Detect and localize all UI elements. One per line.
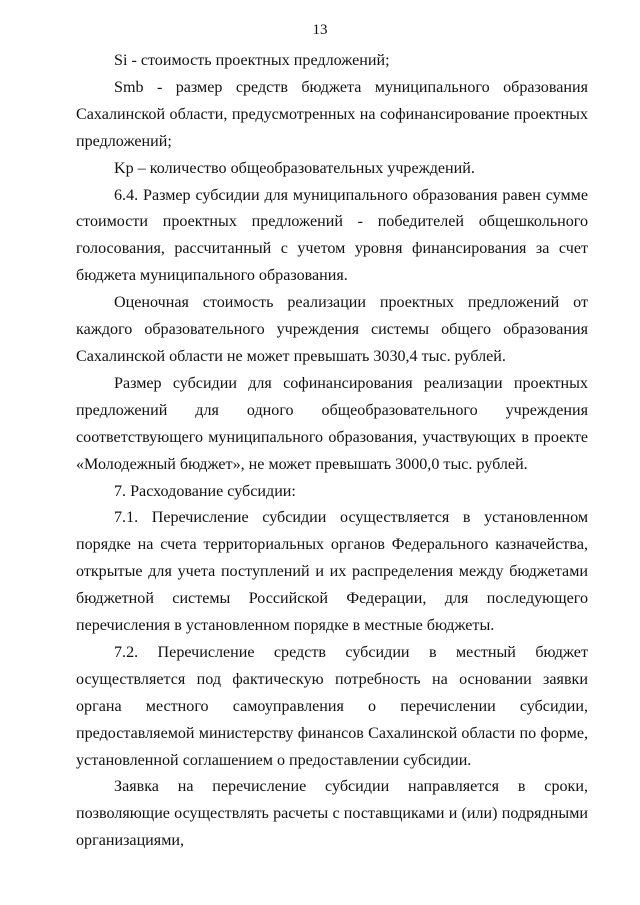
paragraph-6-4: 6.4. Размер субсидии для муниципального образования равен сумме стоимости проектных предложений - победителей общешкольного голосования, рассчитанный с учетом уровня финансирования за счет бюджета муниципального образования. xyxy=(76,186,588,285)
paragraph-smb-definition: Smb - размер средств бюджета муниципального образования Сахалинской области, предусмотренных на софинансирование проектных предложений; xyxy=(76,78,588,150)
page-number: 13 xyxy=(312,22,328,38)
document-body xyxy=(76,48,588,855)
paragraph-kp-definition: Kp – количество общеобразовательных учреждений. xyxy=(114,159,475,177)
paragraph-estimated-cost: Оценочная стоимость реализации проектных предложений от каждого образовательного учреждения системы общего образования Сахалинской области не может превышать 3030,4 тыс. рублей. xyxy=(76,294,588,365)
paragraph-7-1: 7.1. Перечисление субсидии осуществляется в установленном порядке на счета территориальных органов Федерального казначейства, открытые для учета поступлений и их распределения между бюджетами бюджетной системы Российской Федерации, для последующего перечисления в установленном порядке в местные бюджеты. xyxy=(76,509,588,635)
paragraph-request-timing: Заявка на перечисление субсидии направляется в сроки, позволяющие осуществлять расчеты с поставщиками и (или) подрядными организациями, xyxy=(76,778,588,850)
paragraph-7-2: 7.2. Перечисление средств субсидии в местный бюджет осуществляется под фактическую потребность на основании заявки органа местного самоуправления о перечислении субсидии, предоставляемой министерству финансов Сахалинской области по форме, установленной соглашением о предоставлении субсидии. xyxy=(76,643,588,769)
paragraph-si-definition: Si - стоимость проектных предложений; xyxy=(114,52,390,69)
paragraph-subsidy-size: Размер субсидии для софинансирования реализации проектных предложений для одного общеобразовательного учреждения соответствующего муниципального образования, участвующих в проекте «Молодежный бюджет», не может превышать 3000,0 тыс. рублей. xyxy=(76,374,588,473)
section-7-heading: 7. Расходование субсидии: xyxy=(114,482,296,500)
